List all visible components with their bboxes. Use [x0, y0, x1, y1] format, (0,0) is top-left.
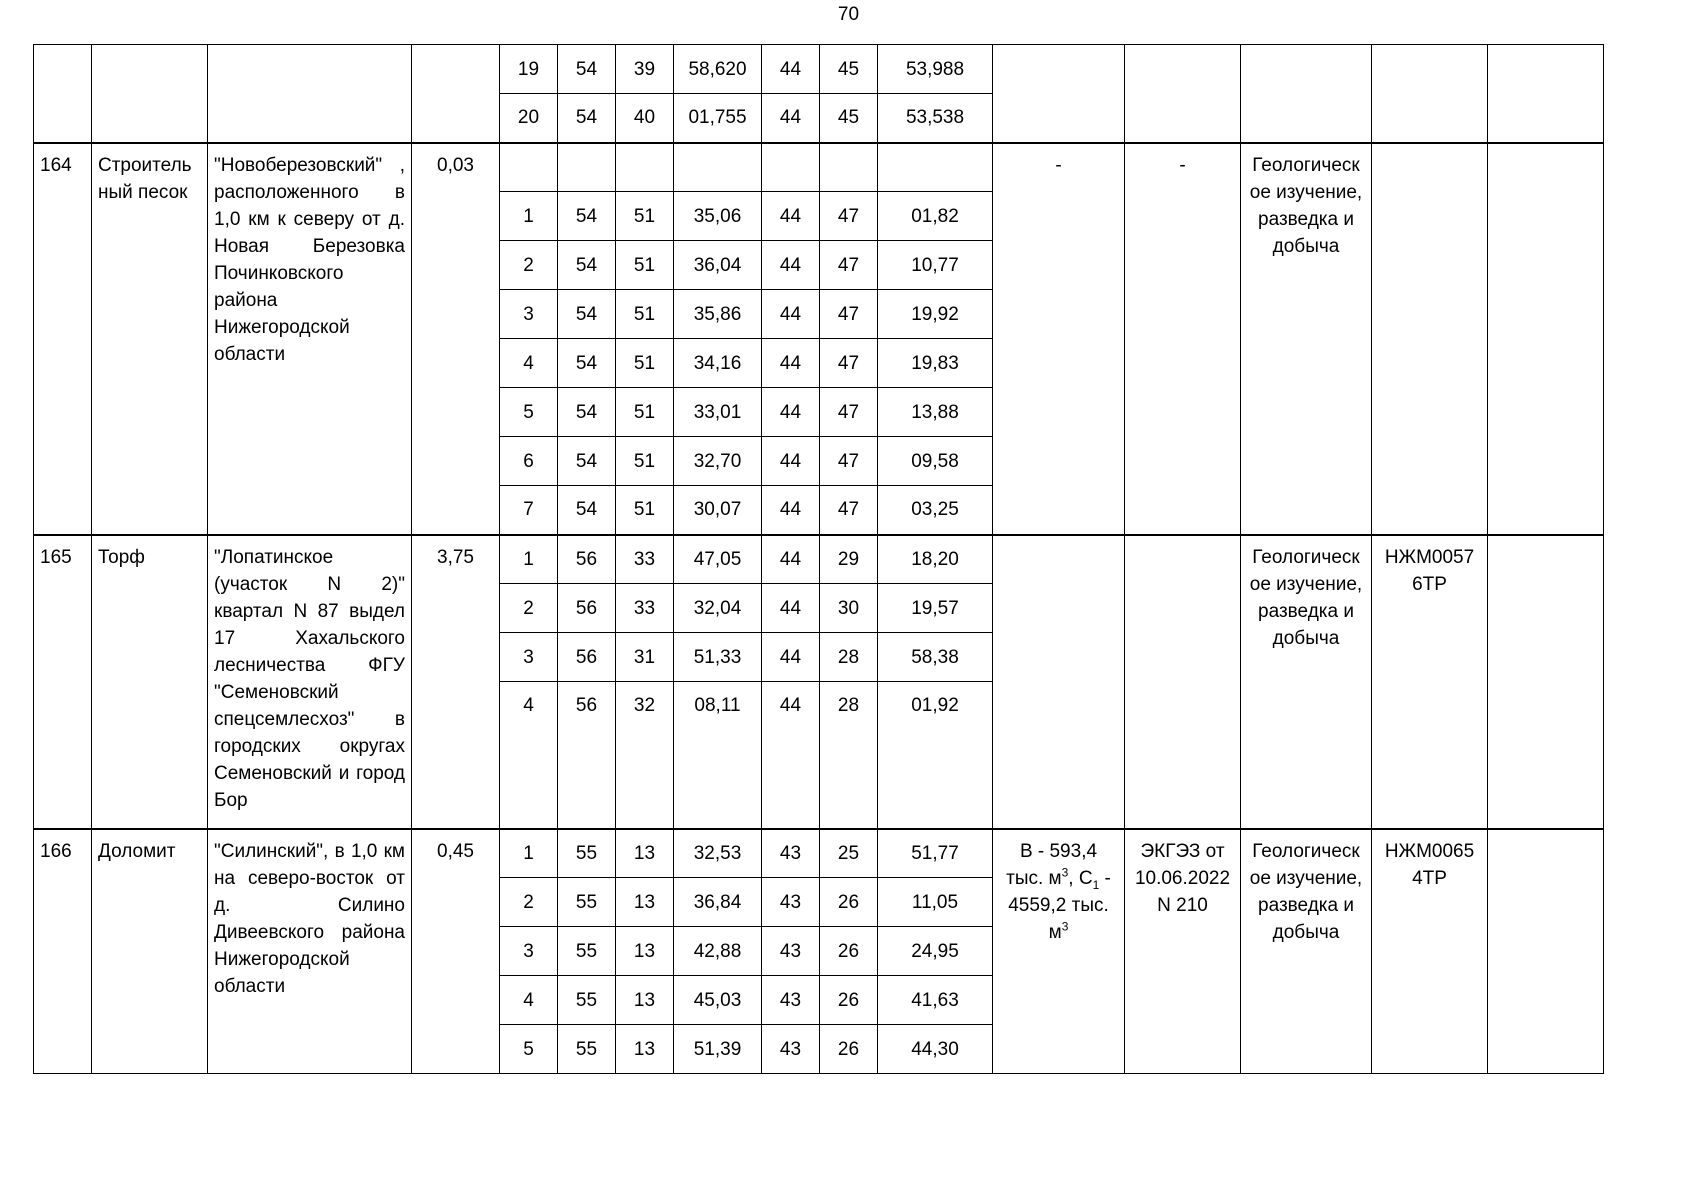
lat-deg: 54 — [558, 339, 616, 388]
id-cell — [34, 45, 92, 143]
table-row — [34, 143, 1604, 192]
lat-min: 31 — [616, 633, 674, 682]
lat-deg: 55 — [558, 829, 616, 878]
purpose-cell: Геологическ ое изучение, разведка и добыча — [1241, 143, 1372, 535]
lat-sec: 34,16 — [674, 339, 762, 388]
lon-deg: 44 — [762, 290, 820, 339]
lon-deg: 44 — [762, 45, 820, 94]
approval-cell — [1125, 45, 1241, 143]
area-cell — [412, 45, 500, 143]
lon-min: 47 — [820, 437, 878, 486]
lon-deg: 44 — [762, 437, 820, 486]
lat-sec: 51,33 — [674, 633, 762, 682]
lon-sec: 53,538 — [878, 94, 993, 143]
point-number: 2 — [500, 241, 558, 290]
lat-deg: 56 — [558, 682, 616, 829]
point-number — [500, 143, 558, 192]
point-number: 6 — [500, 437, 558, 486]
purpose-cell: Геологическ ое изучение, разведка и добыча — [1241, 535, 1372, 829]
lon-min: 26 — [820, 1025, 878, 1074]
location-cell: "Силинский", в 1,0 км на северо-восток от д. Силино Дивеевского района Нижегородской области — [208, 829, 412, 1074]
lat-sec: 01,755 — [674, 94, 762, 143]
location-cell: "Новоберезовский" , расположенного в 1,0 км к северу от д. Новая Березовка Починковского района Нижегородской области — [208, 143, 412, 535]
lat-sec: 36,84 — [674, 878, 762, 927]
lat-sec: 30,07 — [674, 486, 762, 535]
lat-sec: 08,11 — [674, 682, 762, 829]
area-cell: 0,45 — [412, 829, 500, 1074]
lat-sec: 32,04 — [674, 584, 762, 633]
point-number: 4 — [500, 976, 558, 1025]
lat-deg: 54 — [558, 94, 616, 143]
lon-deg: 44 — [762, 633, 820, 682]
mineral-cell: Торф — [92, 535, 208, 829]
lat-min: 13 — [616, 976, 674, 1025]
lat-deg — [558, 143, 616, 192]
id-cell: 165 — [34, 535, 92, 829]
lon-min: 47 — [820, 486, 878, 535]
id-cell: 164 — [34, 143, 92, 535]
lat-min: 51 — [616, 192, 674, 241]
lat-min: 39 — [616, 45, 674, 94]
lon-sec: 19,57 — [878, 584, 993, 633]
lat-sec: 47,05 — [674, 535, 762, 584]
approval-cell: - — [1125, 143, 1241, 535]
reserves-text: - 4559,2 тыс. м — [1008, 867, 1111, 943]
lon-deg: 44 — [762, 535, 820, 584]
reserves-superscript: 3 — [1061, 919, 1069, 934]
lon-deg: 44 — [762, 584, 820, 633]
lat-min: 13 — [616, 878, 674, 927]
lon-sec: 09,58 — [878, 437, 993, 486]
note-cell — [1488, 535, 1604, 829]
area-cell: 0,03 — [412, 143, 500, 535]
id-cell: 166 — [34, 829, 92, 1074]
lat-deg: 54 — [558, 437, 616, 486]
lat-sec: 45,03 — [674, 976, 762, 1025]
lat-deg: 56 — [558, 633, 616, 682]
mineral-cell: Строитель ный песок — [92, 143, 208, 535]
point-number: 4 — [500, 339, 558, 388]
lon-min: 30 — [820, 584, 878, 633]
lon-deg: 43 — [762, 1025, 820, 1074]
lon-sec: 01,82 — [878, 192, 993, 241]
lat-min: 51 — [616, 437, 674, 486]
lon-deg: 44 — [762, 94, 820, 143]
lon-deg: 43 — [762, 878, 820, 927]
table-row — [34, 45, 1604, 94]
point-number: 3 — [500, 927, 558, 976]
lat-min: 33 — [616, 584, 674, 633]
lon-sec: 03,25 — [878, 486, 993, 535]
lon-min: 47 — [820, 339, 878, 388]
lon-sec: 10,77 — [878, 241, 993, 290]
approval-cell: ЭКГЭЗ от 10.06.2022 N 210 — [1125, 829, 1241, 1074]
lon-min: 25 — [820, 829, 878, 878]
lat-deg: 56 — [558, 584, 616, 633]
table-row — [34, 829, 1604, 878]
area-cell: 3,75 — [412, 535, 500, 829]
point-number: 2 — [500, 584, 558, 633]
lon-min: 26 — [820, 878, 878, 927]
lon-sec: 01,92 — [878, 682, 993, 829]
reserves-subscript: 1 — [1092, 877, 1100, 892]
lat-min: 13 — [616, 829, 674, 878]
lat-deg: 56 — [558, 535, 616, 584]
lat-min: 33 — [616, 535, 674, 584]
point-number: 2 — [500, 878, 558, 927]
lat-min: 13 — [616, 1025, 674, 1074]
point-number: 7 — [500, 486, 558, 535]
lat-sec — [674, 143, 762, 192]
lon-min: 45 — [820, 45, 878, 94]
mineral-cell: Доломит — [92, 829, 208, 1074]
lon-deg: 43 — [762, 976, 820, 1025]
point-number: 1 — [500, 829, 558, 878]
lat-sec: 42,88 — [674, 927, 762, 976]
reserves-cell — [993, 535, 1125, 829]
lon-sec: 44,30 — [878, 1025, 993, 1074]
lon-sec: 58,38 — [878, 633, 993, 682]
deposits-table — [33, 44, 1604, 1074]
reserves-text: В - 593,4 тыс. м — [1006, 840, 1098, 889]
point-number: 3 — [500, 633, 558, 682]
table-row — [34, 535, 1604, 584]
mineral-cell — [92, 45, 208, 143]
lon-deg: 44 — [762, 388, 820, 437]
lat-min: 51 — [616, 339, 674, 388]
lon-deg — [762, 143, 820, 192]
lon-min: 28 — [820, 682, 878, 829]
location-cell: "Лопатинское (участок N 2)" квартал N 87 выдел 17 Хахальского лесничества ФГУ "Семеновский спецсемлесхоз" в городских округах Семеновский и город Бор — [208, 535, 412, 829]
lon-deg: 44 — [762, 339, 820, 388]
license-cell — [1372, 143, 1488, 535]
lat-sec: 58,620 — [674, 45, 762, 94]
lat-deg: 55 — [558, 927, 616, 976]
reserves-cell — [993, 829, 1125, 1074]
lon-sec: 18,20 — [878, 535, 993, 584]
lon-min: 28 — [820, 633, 878, 682]
reserves-cell: - — [993, 143, 1125, 535]
lon-sec: 11,05 — [878, 878, 993, 927]
license-cell: НЖМ0065 4ТР — [1372, 829, 1488, 1074]
lon-deg: 44 — [762, 192, 820, 241]
lat-min: 13 — [616, 927, 674, 976]
lat-deg: 54 — [558, 192, 616, 241]
lon-sec: 13,88 — [878, 388, 993, 437]
lat-deg: 54 — [558, 241, 616, 290]
lon-sec: 19,83 — [878, 339, 993, 388]
lon-sec: 41,63 — [878, 976, 993, 1025]
purpose-cell — [1241, 45, 1372, 143]
reserves-text: , С — [1068, 867, 1093, 889]
lat-deg: 55 — [558, 878, 616, 927]
point-number: 1 — [500, 535, 558, 584]
lon-min: 29 — [820, 535, 878, 584]
lon-deg: 43 — [762, 829, 820, 878]
lat-sec: 35,86 — [674, 290, 762, 339]
lat-sec: 36,04 — [674, 241, 762, 290]
lat-sec: 32,70 — [674, 437, 762, 486]
lat-min: 40 — [616, 94, 674, 143]
lon-min: 47 — [820, 290, 878, 339]
lat-deg: 55 — [558, 976, 616, 1025]
point-number: 5 — [500, 388, 558, 437]
lat-deg: 54 — [558, 486, 616, 535]
purpose-cell: Геологическ ое изучение, разведка и добыча — [1241, 829, 1372, 1074]
note-cell — [1488, 143, 1604, 535]
lon-deg: 44 — [762, 241, 820, 290]
point-number: 20 — [500, 94, 558, 143]
point-number: 3 — [500, 290, 558, 339]
lat-min — [616, 143, 674, 192]
lon-deg: 44 — [762, 486, 820, 535]
lat-sec: 32,53 — [674, 829, 762, 878]
point-number: 5 — [500, 1025, 558, 1074]
lat-min: 51 — [616, 388, 674, 437]
approval-cell — [1125, 535, 1241, 829]
lat-deg: 54 — [558, 388, 616, 437]
lat-min: 32 — [616, 682, 674, 829]
page-number: 70 — [837, 4, 860, 25]
lon-min — [820, 143, 878, 192]
note-cell — [1488, 829, 1604, 1074]
license-cell — [1372, 45, 1488, 143]
reserves-superscript: 3 — [1061, 865, 1069, 880]
lon-deg: 43 — [762, 927, 820, 976]
lon-deg: 44 — [762, 682, 820, 829]
lon-min: 47 — [820, 241, 878, 290]
lon-min: 26 — [820, 927, 878, 976]
lat-sec: 51,39 — [674, 1025, 762, 1074]
lon-min: 47 — [820, 192, 878, 241]
location-cell — [208, 45, 412, 143]
lon-sec: 24,95 — [878, 927, 993, 976]
lat-deg: 55 — [558, 1025, 616, 1074]
lat-min: 51 — [616, 486, 674, 535]
lat-min: 51 — [616, 290, 674, 339]
note-cell — [1488, 45, 1604, 143]
lon-sec — [878, 143, 993, 192]
lat-min: 51 — [616, 241, 674, 290]
lat-sec: 33,01 — [674, 388, 762, 437]
point-number: 1 — [500, 192, 558, 241]
point-number: 19 — [500, 45, 558, 94]
license-cell: НЖМ0057 6ТР — [1372, 535, 1488, 829]
lat-sec: 35,06 — [674, 192, 762, 241]
reserves-cell — [993, 45, 1125, 143]
lon-min: 45 — [820, 94, 878, 143]
lon-sec: 51,77 — [878, 829, 993, 878]
lon-min: 47 — [820, 388, 878, 437]
lon-sec: 19,92 — [878, 290, 993, 339]
lat-deg: 54 — [558, 290, 616, 339]
point-number: 4 — [500, 682, 558, 829]
lon-sec: 53,988 — [878, 45, 993, 94]
lat-deg: 54 — [558, 45, 616, 94]
lon-min: 26 — [820, 976, 878, 1025]
